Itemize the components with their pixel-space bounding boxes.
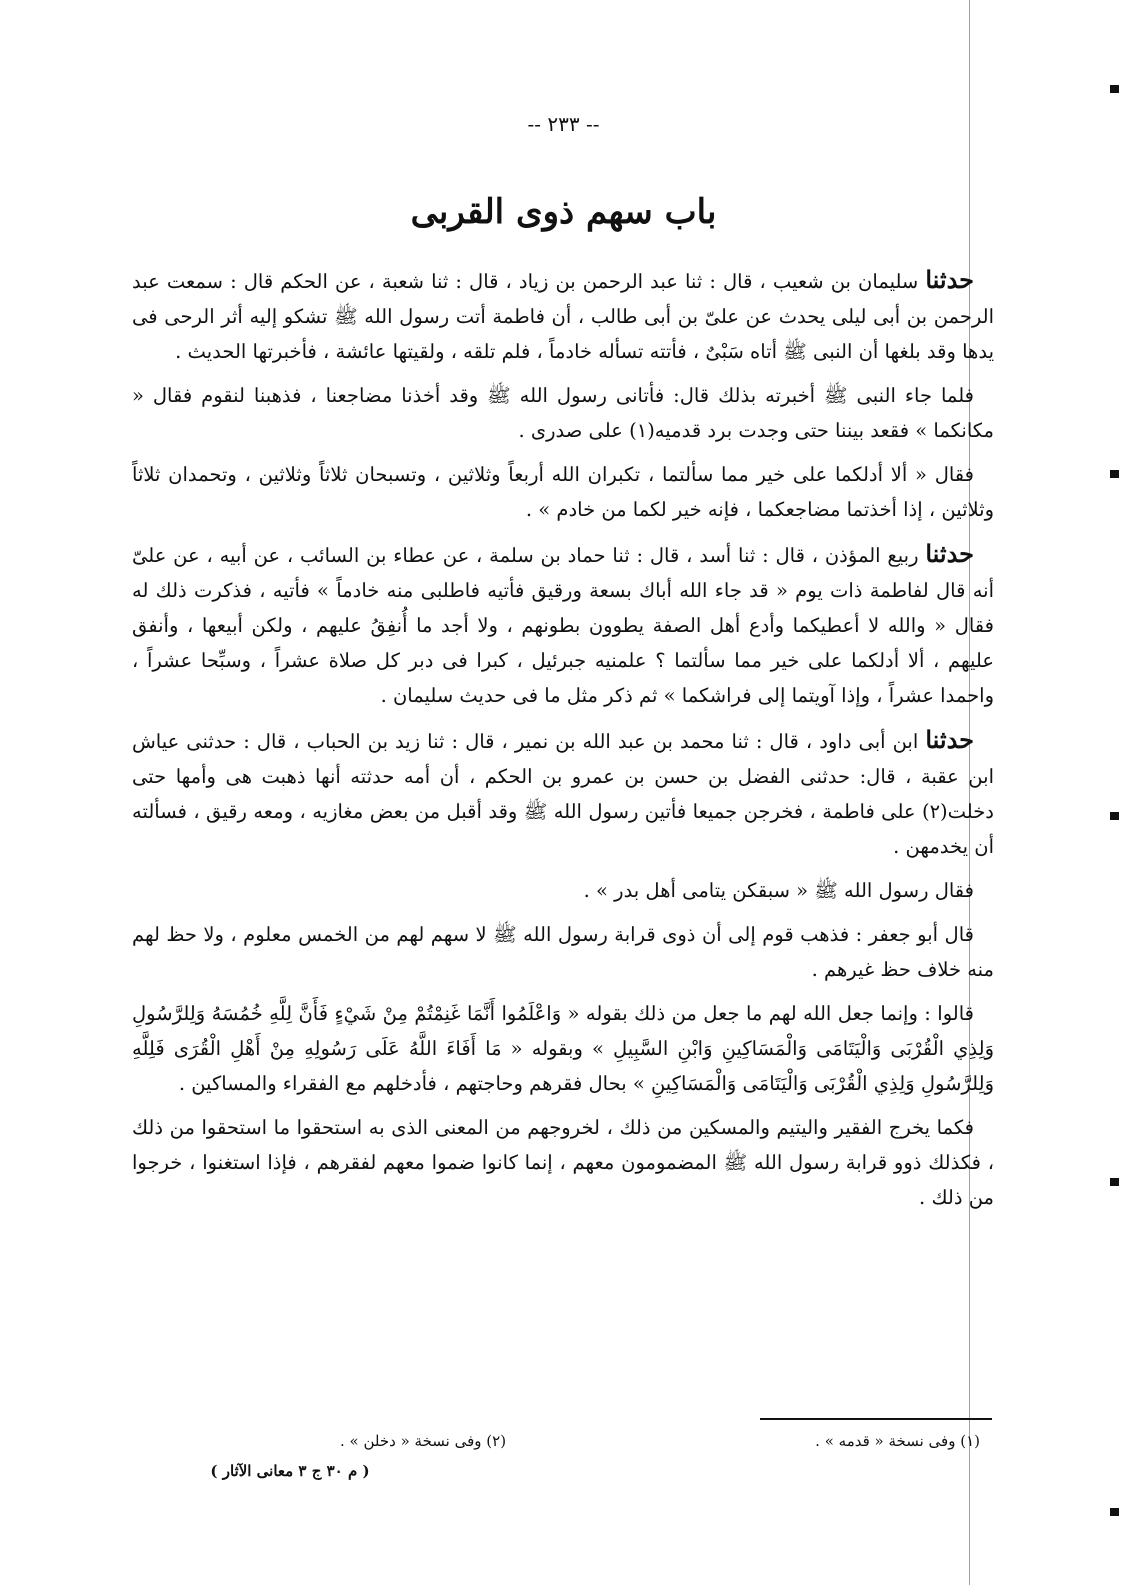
paragraph-text: ابن أبى داود ، قال : ثنا محمد بن عبد الله بن نمير ، قال : ثنا زيد بن الحباب ، قال : حدثنى عياش ابن عقبة ، قال: حدثنى الفضل بن حسن بن عمرو بن الحكم ، أن أمه حدثته أنها ذهبت هى وأمها حتى دخلت(٢) على فاطمة ، فخرجن جميعا فأتين رسول الله ﷺ وقد أقبل من بعض مغازيه ، ومعه رقيق ، فسألته أن يخدمهن . xyxy=(132,730,994,858)
paragraph-text: قالوا : وإنما جعل الله لهم ما جعل من ذلك بقوله « وَاعْلَمُوا أَنَّمَا غَنِمْتُمْ مِنْ شَيْءٍ فَأَنَّ لِلَّهِ خُمُسَهُ وَلِلرَّسُولِ وَلِذِي الْقُرْبَى وَالْيَتَامَى وَالْمَسَاكِينِ وَابْنِ السَّبِيلِ » وبقوله « مَا أَفَاءَ اللَّهُ عَلَى رَسُولِهِ مِنْ أَهْلِ الْقُرَى فَلِلَّهِ وَلِلرَّسُولِ وَلِذِي الْقُرْبَى وَالْيَتَامَى وَالْمَسَاكِينِ » بحال فقرهم وحاجتهم ، فأدخلهم مع الفقراء والمساكين . xyxy=(132,1002,994,1095)
chapter-title: باب سهم ذوى القربى xyxy=(410,192,717,232)
paragraph xyxy=(132,378,994,448)
paragraph-text: فقال « ألا أدلكما على خير مما سألتما ، تكبران الله أربعاً وثلاثين ، وتسبحان ثلاثاً وثلاثين ، وتحمدان ثلاثاً وثلاثين ، إذا أخذتما مضاجعكما ، فإنه خير لكما من خادم » . xyxy=(132,463,994,521)
paragraph-text: قال أبو جعفر : فذهب قوم إلى أن ذوى قرابة رسول الله ﷺ لا سهم لهم من الخمس معلوم ، ولا حظ لهم منه خلاف حظ غيرهم . xyxy=(132,923,994,981)
paragraph xyxy=(132,536,994,713)
footnote-1: (١) وفى نسخة « قدمه » . xyxy=(815,1432,980,1450)
body-text xyxy=(132,262,994,1224)
edge-mark xyxy=(1110,470,1119,478)
footnote-divider xyxy=(760,1418,992,1420)
page-number: -- ٢٣٣ -- xyxy=(527,112,600,136)
paragraph-text: فلما جاء النبى ﷺ أخبرته بذلك قال: فأتانى رسول الله ﷺ وقد أخذنا مضاجعنا ، فذهبنا لنقوم فقال « مكانكما » فقعد بيننا حتى وجدت برد قدميه(١) على صدرى . xyxy=(132,384,994,442)
footnotes xyxy=(340,1432,980,1450)
paragraph xyxy=(132,996,994,1101)
paragraph-text: فكما يخرج الفقير واليتيم والمسكين من ذلك ، لخروجهم من المعنى الذى به استحقوا ما استحقوا من ذلك ، فكذلك ذوو قرابة رسول الله ﷺ المضمومون معهم ، إنما كانوا ضموا معهم لفقرهم ، فإذا استغنوا ، خرجوا من ذلك . xyxy=(132,1116,994,1209)
paragraph-text: سليمان بن شعيب ، قال : ثنا عبد الرحمن بن زياد ، قال : ثنا شعبة ، عن الحكم قال : سمعت عبد الرحمن بن أبى ليلى يحدث عن علىّ بن أبى طالب ، أن فاطمة أتت رسول الله ﷺ تشكو إليه أثر الرحى فى يدها وقد بلغها أن النبى ﷺ أتاه سَبْىٌ ، فأتته تسأله خادماً ، فلم تلقه ، ولقيتها عائشة ، فأخبرتها الحديث . xyxy=(132,270,994,363)
edge-mark xyxy=(1110,85,1119,93)
paragraph xyxy=(132,722,994,864)
hadith-lead-word: حدثنا xyxy=(925,265,974,294)
edge-mark xyxy=(1110,1178,1119,1186)
hadith-lead-word: حدثنا xyxy=(925,539,974,568)
hadith-lead-word: حدثنا xyxy=(925,725,974,754)
edge-mark xyxy=(1110,812,1119,820)
paragraph xyxy=(132,457,994,527)
paragraph-text: فقال رسول الله ﷺ « سبقكن يتامى أهل بدر » . xyxy=(583,879,974,902)
paragraph xyxy=(132,873,994,908)
paragraph xyxy=(132,1110,994,1215)
paragraph xyxy=(132,917,994,987)
paragraph-text: ربيع المؤذن ، قال : ثنا أسد ، قال : ثنا حماد بن سلمة ، عن عطاء بن السائب ، عن أبيه ، عن علىّ أنه قال لفاطمة ذات يوم « قد جاء الله أباك بسعة ورقيق فأتيه فاطلبى منه خادماً » فأتيه ، فذكرت ذلك له فقال « والله لا أعطيكما وأدع أهل الصفة يطوون بطونهم ، ولا أجد ما أُنفِقُ عليهم ، ولكن أبيعها ، وأنفق عليهم ، ألا أدلكما على خير مما سألتما ؟ علمنيه جبرئيل ، كبرا فى دبر كل صلاة عشراً ، وسبِّحا عشراً ، واحمدا عشراً ، وإذا آويتما إلى فراشكما » ثم ذكر مثل ما فى حديث سليمان . xyxy=(132,544,994,707)
printer-signature: ( م ٣٠ ج ٣ معانى الآثار ) xyxy=(210,1462,370,1480)
edge-mark xyxy=(1110,1508,1119,1516)
footnote-2: (٢) وفى نسخة « دخلن » . xyxy=(340,1432,507,1450)
paragraph xyxy=(132,262,994,369)
